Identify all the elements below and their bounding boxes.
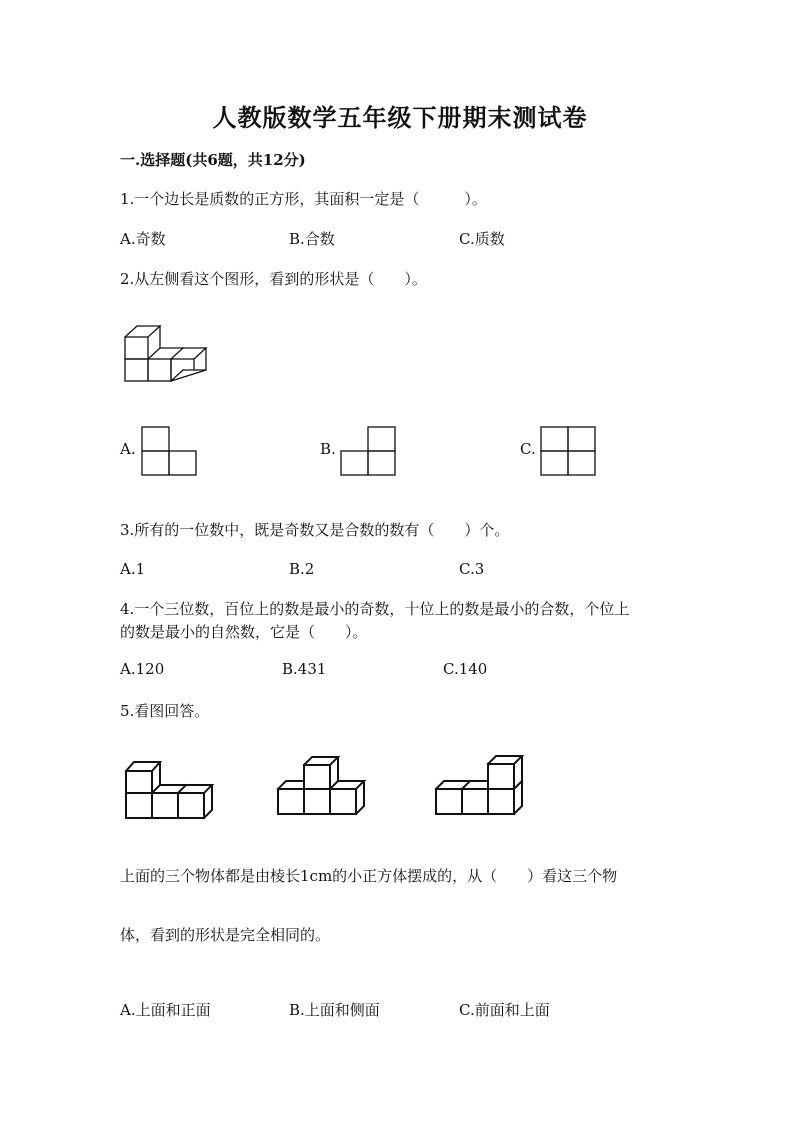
q2-option-c-label: C.: [520, 440, 536, 458]
q5-figure-1: [122, 756, 217, 822]
q2-option-a-label: A.: [120, 440, 136, 458]
q4-option-b: B.431: [282, 660, 327, 678]
question-4-line-1: 4.一个三位数，百位上的数是最小的奇数，十位上的数是最小的合数，个位上: [120, 600, 630, 618]
q4-option-c: C.140: [443, 660, 488, 678]
q1-option-c: C.质数: [459, 230, 505, 248]
q5-figure-3: [432, 752, 527, 822]
q2-cube-figure: [120, 320, 210, 385]
q1-option-b: B.合数: [289, 230, 335, 248]
q2-option-a-shape: [141, 426, 199, 478]
question-4-line-2: 的数是最小的自然数，它是（ ）。: [120, 623, 368, 641]
page-title: 人教版数学五年级下册期末测试卷: [212, 103, 588, 132]
q5-option-c: C.前面和上面: [459, 1001, 550, 1019]
question-5: 5.看图回答。: [120, 702, 210, 720]
q5-figure-2: [274, 756, 369, 822]
q3-option-b: B.2: [289, 560, 315, 578]
question-2: 2.从左侧看这个图形，看到的形状是（ ）。: [120, 270, 427, 288]
q2-option-b-shape: [340, 426, 398, 478]
question-5-paragraph-2: 体，看到的形状是完全相同的。: [120, 926, 331, 944]
q5-option-b: B.上面和侧面: [289, 1001, 380, 1019]
q2-option-c-shape: [540, 426, 598, 478]
q2-option-b-label: B.: [320, 440, 336, 458]
q1-option-a: A.奇数: [120, 230, 166, 248]
q5-option-a: A.上面和正面: [120, 1001, 211, 1019]
q4-option-a: A.120: [120, 660, 165, 678]
question-3: 3.所有的一位数中，既是奇数又是合数的数有（ ）个。: [120, 521, 510, 539]
section-heading: 一.选择题(共6题，共12分): [120, 151, 306, 169]
q3-option-a: A.1: [120, 560, 146, 578]
question-1: 1.一个边长是质数的正方形，其面积一定是（ ）。: [120, 190, 487, 208]
q3-option-c: C.3: [459, 560, 485, 578]
question-5-paragraph-1: 上面的三个物体都是由棱长1cm的小正方体摆成的，从（ ）看这三个物: [120, 867, 618, 885]
